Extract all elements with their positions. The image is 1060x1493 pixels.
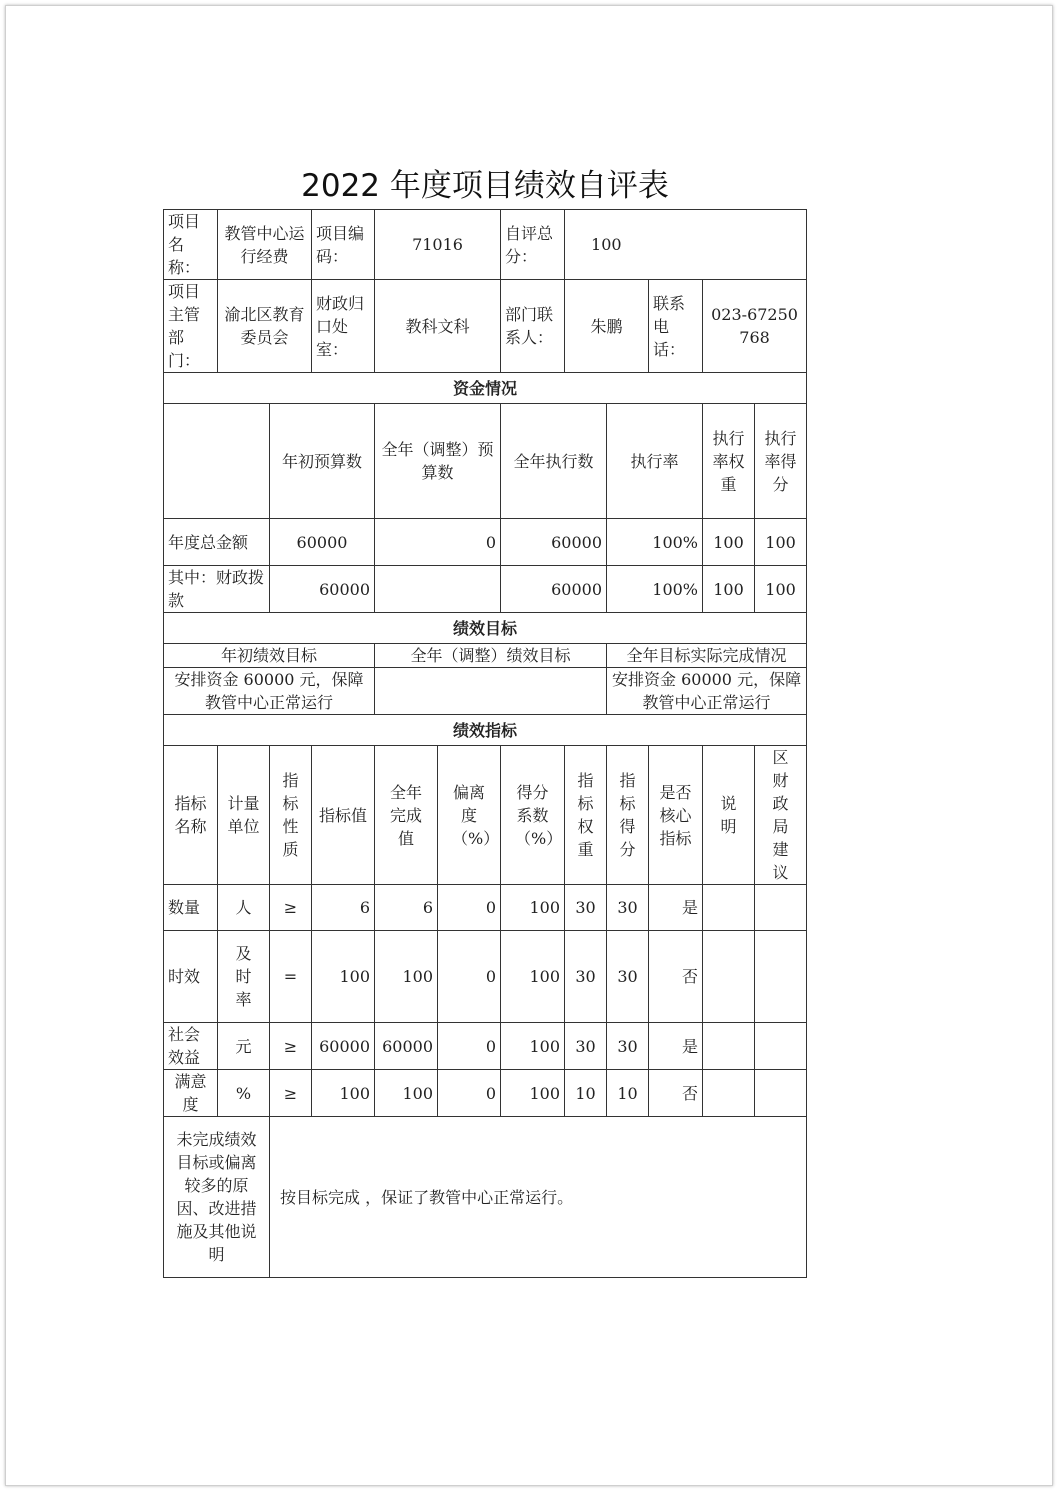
ind-weight: 10 <box>565 1070 607 1117</box>
ind-unit: % <box>218 1070 270 1117</box>
phone: 023-67250768 <box>703 280 807 373</box>
funds-row <box>164 519 807 566</box>
ind-score: 30 <box>607 931 649 1023</box>
ind-advice <box>755 1070 807 1117</box>
ind-actual: 100 <box>375 1070 438 1117</box>
ind-coef: 100 <box>501 885 565 931</box>
funds-header-initial: 年初预算数 <box>270 404 375 519</box>
ind-nature: = <box>270 931 312 1023</box>
ind-actual: 60000 <box>375 1023 438 1070</box>
ind-deviation: 0 <box>438 931 501 1023</box>
indicators-header-row <box>164 746 807 885</box>
goals-initial: 安排资金 60000 元，保障教管中心正常运行 <box>164 668 375 715</box>
funds-header-adjusted: 全年（调整）预算数 <box>375 404 501 519</box>
ind-header-score: 指标得分 <box>607 746 649 885</box>
goals-actual: 安排资金 60000 元，保障教管中心正常运行 <box>607 668 807 715</box>
self-score: 100 <box>565 210 807 280</box>
indicator-row <box>164 885 807 931</box>
phone-label: 联系电话： <box>649 280 703 373</box>
funds-score: 100 <box>755 566 807 613</box>
goals-content-row <box>164 668 807 715</box>
finance-office: 教科文科 <box>375 280 501 373</box>
ind-header-name: 指标名称 <box>164 746 218 885</box>
ind-header-coef: 得分系数（%） <box>501 746 565 885</box>
ind-nature: ≥ <box>270 885 312 931</box>
ind-core: 否 <box>649 1070 703 1117</box>
goals-adjusted <box>375 668 607 715</box>
finance-office-label: 财政归口处室： <box>312 280 375 373</box>
ind-coef: 100 <box>501 931 565 1023</box>
ind-header-actual: 全年完成值 <box>375 746 438 885</box>
ind-deviation: 0 <box>438 1023 501 1070</box>
goals-section-row <box>164 613 807 644</box>
funds-score: 100 <box>755 519 807 566</box>
info-row-2 <box>164 280 807 373</box>
ind-weight: 30 <box>565 931 607 1023</box>
funds-header-score: 执行率得分 <box>755 404 807 519</box>
ind-unit: 元 <box>218 1023 270 1070</box>
ind-target: 100 <box>312 931 375 1023</box>
ind-name: 时效 <box>164 931 218 1023</box>
ind-name: 数量 <box>164 885 218 931</box>
ind-actual: 6 <box>375 885 438 931</box>
ind-score: 30 <box>607 885 649 931</box>
ind-unit: 人 <box>218 885 270 931</box>
ind-nature: ≥ <box>270 1070 312 1117</box>
project-name-label: 项目名称： <box>164 210 218 280</box>
project-code-label: 项目编码： <box>312 210 375 280</box>
ind-deviation: 0 <box>438 1070 501 1117</box>
remarks-row <box>164 1117 807 1278</box>
dept-label: 项目主管部门： <box>164 280 218 373</box>
ind-coef: 100 <box>501 1070 565 1117</box>
ind-header-nature: 指标性质 <box>270 746 312 885</box>
self-score-label: 自评总分： <box>501 210 565 280</box>
project-code: 71016 <box>375 210 501 280</box>
ind-advice <box>755 931 807 1023</box>
funds-initial: 60000 <box>270 566 375 613</box>
indicators-section-title: 绩效指标 <box>164 715 807 746</box>
funds-initial: 60000 <box>270 519 375 566</box>
project-name: 教管中心运行经费 <box>218 210 312 280</box>
ind-name: 满意度 <box>164 1070 218 1117</box>
goals-section-title: 绩效目标 <box>164 613 807 644</box>
funds-header-executed: 全年执行数 <box>501 404 607 519</box>
goals-header-initial: 年初绩效目标 <box>164 644 375 668</box>
dept: 渝北区教育委员会 <box>218 280 312 373</box>
ind-weight: 30 <box>565 1023 607 1070</box>
funds-executed: 60000 <box>501 566 607 613</box>
indicators-section-row <box>164 715 807 746</box>
funds-rate: 100% <box>607 519 703 566</box>
funds-executed: 60000 <box>501 519 607 566</box>
ind-header-core: 是否核心指标 <box>649 746 703 885</box>
ind-target: 100 <box>312 1070 375 1117</box>
funds-header-row <box>164 404 807 519</box>
indicator-row <box>164 1023 807 1070</box>
remarks-label: 未完成绩效目标或偏离较多的原因、改进措施及其他说明 <box>164 1117 270 1278</box>
evaluation-table <box>163 209 807 1278</box>
indicator-row <box>164 931 807 1023</box>
ind-header-unit: 计量单位 <box>218 746 270 885</box>
ind-note <box>703 931 755 1023</box>
ind-target: 60000 <box>312 1023 375 1070</box>
ind-header-deviation: 偏离度（%） <box>438 746 501 885</box>
remarks-text: 按目标完成 ，保证了教管中心正常运行。 <box>270 1117 807 1278</box>
funds-row <box>164 566 807 613</box>
ind-header-advice: 区财政局建议 <box>755 746 807 885</box>
funds-row-label: 年度总金额 <box>164 519 270 566</box>
info-row-1 <box>164 210 807 280</box>
ind-advice <box>755 885 807 931</box>
ind-core: 否 <box>649 931 703 1023</box>
funds-adjusted <box>375 566 501 613</box>
goals-header-adjusted: 全年（调整）绩效目标 <box>375 644 607 668</box>
contact: 朱鹏 <box>565 280 649 373</box>
funds-header-weight: 执行率权重 <box>703 404 755 519</box>
goals-header-row <box>164 644 807 668</box>
funds-weight: 100 <box>703 519 755 566</box>
ind-score: 30 <box>607 1023 649 1070</box>
indicator-row <box>164 1070 807 1117</box>
funds-header-rate: 执行率 <box>607 404 703 519</box>
ind-note <box>703 1070 755 1117</box>
ind-note <box>703 1023 755 1070</box>
ind-core: 是 <box>649 885 703 931</box>
ind-advice <box>755 1023 807 1070</box>
ind-coef: 100 <box>501 1023 565 1070</box>
ind-actual: 100 <box>375 931 438 1023</box>
ind-score: 10 <box>607 1070 649 1117</box>
ind-nature: ≥ <box>270 1023 312 1070</box>
contact-label: 部门联系人： <box>501 280 565 373</box>
ind-name: 社会效益 <box>164 1023 218 1070</box>
ind-header-target: 指标值 <box>312 746 375 885</box>
ind-core: 是 <box>649 1023 703 1070</box>
funds-section-title: 资金情况 <box>164 373 807 404</box>
goals-header-actual: 全年目标实际完成情况 <box>607 644 807 668</box>
ind-unit: 及时率 <box>218 931 270 1023</box>
funds-adjusted: 0 <box>375 519 501 566</box>
funds-row-label: 其中：财政拨款 <box>164 566 270 613</box>
ind-target: 6 <box>312 885 375 931</box>
ind-weight: 30 <box>565 885 607 931</box>
ind-note <box>703 885 755 931</box>
funds-weight: 100 <box>703 566 755 613</box>
ind-deviation: 0 <box>438 885 501 931</box>
ind-header-note: 说明 <box>703 746 755 885</box>
page-title: 2022 年度项目绩效自评表 <box>301 168 669 204</box>
funds-rate: 100% <box>607 566 703 613</box>
funds-header-blank <box>164 404 270 519</box>
funds-section-row <box>164 373 807 404</box>
ind-header-weight: 指标权重 <box>565 746 607 885</box>
